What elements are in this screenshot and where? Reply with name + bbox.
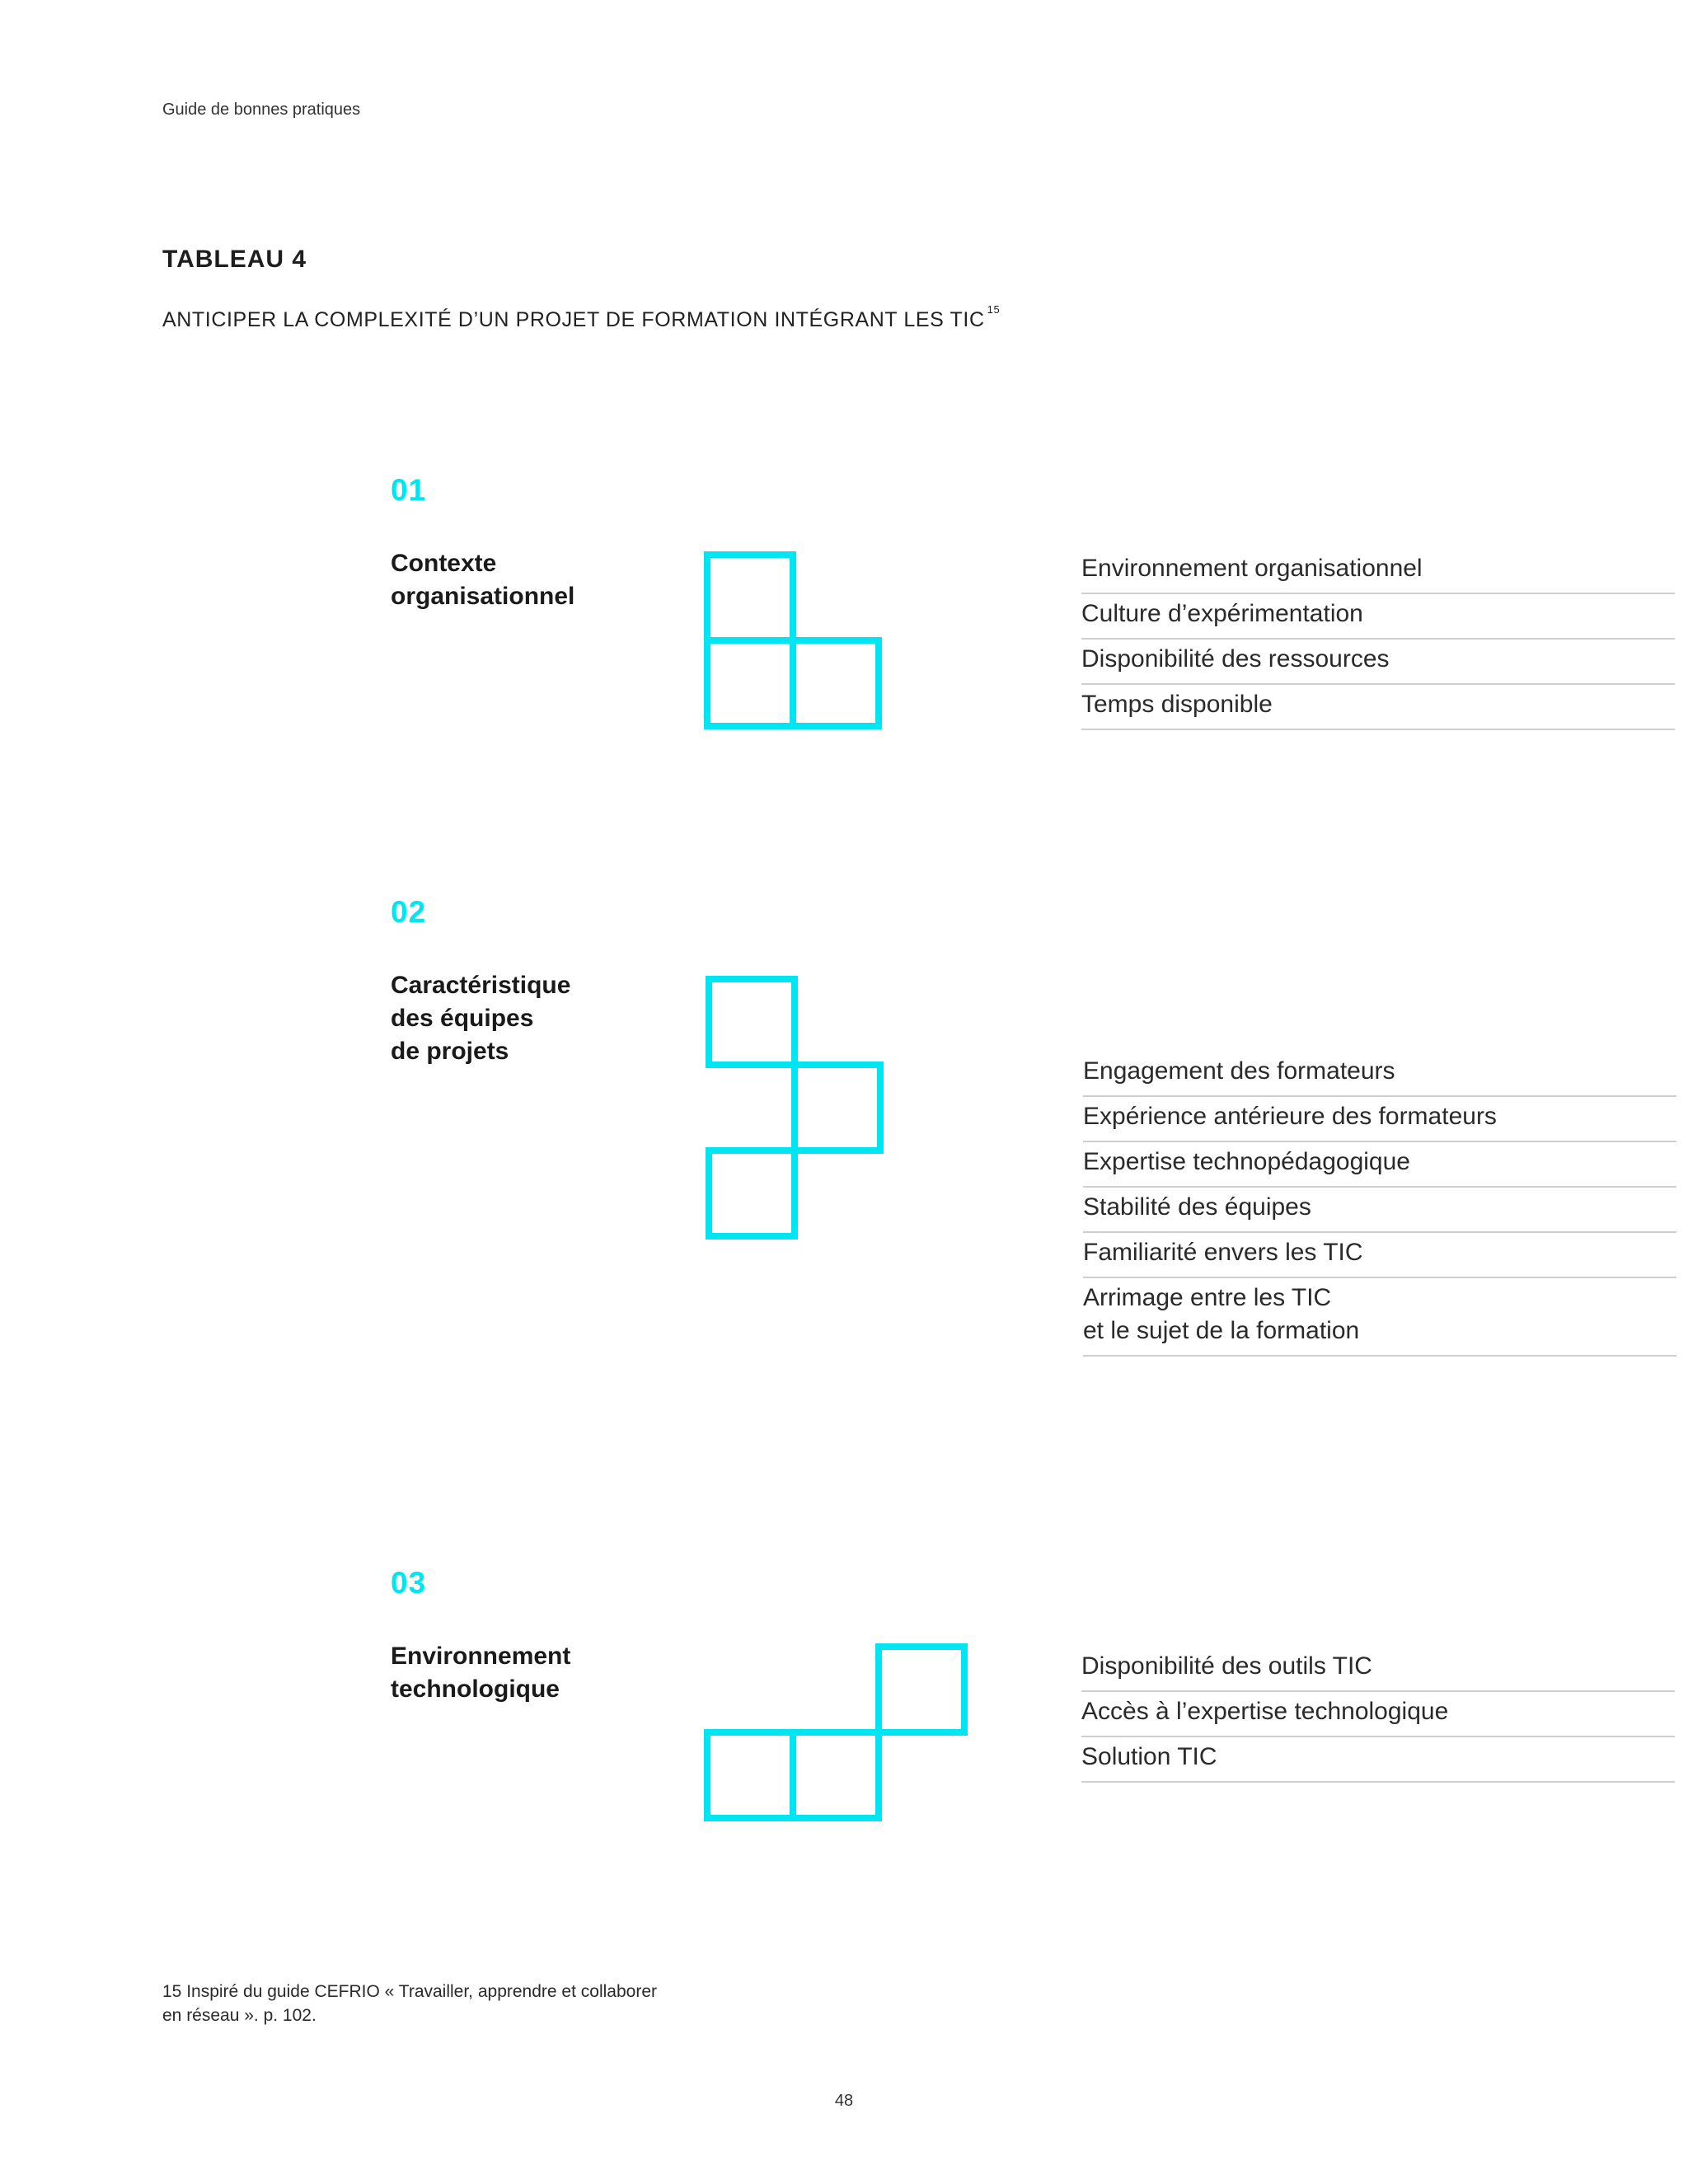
factor-list-03	[1081, 1647, 1675, 1783]
page-number: 48	[834, 2092, 854, 2110]
block-square	[795, 1065, 880, 1151]
section-number-01: 01	[391, 473, 427, 507]
factor-item	[1081, 685, 1675, 730]
factor-text: Disponibilité des outils TIC	[1081, 1652, 1372, 1680]
blocks-icon-03	[701, 1640, 973, 1830]
factor-text: Temps disponible	[1081, 691, 1273, 718]
section-title-line: Environnement	[391, 1643, 571, 1670]
factor-item	[1083, 1052, 1676, 1097]
block-square	[709, 1151, 795, 1236]
table-title	[162, 303, 1000, 332]
factor-item	[1081, 640, 1675, 685]
block-square	[707, 640, 793, 726]
section-title-line: Caractéristique	[391, 972, 571, 999]
block-square	[707, 1732, 793, 1818]
factor-text: Culture d’expérimentation	[1081, 600, 1363, 627]
section-title-03	[391, 1640, 570, 1706]
section-title-line: de projets	[391, 1038, 509, 1065]
factor-text: Solution TIC	[1081, 1743, 1217, 1770]
block-square	[709, 979, 795, 1065]
factor-item	[1083, 1097, 1676, 1142]
running-header: Guide de bonnes pratiques	[162, 101, 361, 119]
section-title-line: technologique	[391, 1675, 560, 1703]
section-title-02	[391, 969, 570, 1068]
factor-text: Expertise technopédagogique	[1083, 1148, 1410, 1175]
section-title-line: organisationnel	[391, 583, 575, 610]
blocks-icon-02	[702, 972, 892, 1244]
factor-item	[1083, 1142, 1676, 1188]
factor-list-02	[1083, 1052, 1676, 1357]
factor-text: Expérience antérieure des formateurs	[1083, 1103, 1497, 1130]
factor-list-01	[1081, 549, 1675, 730]
factor-item	[1083, 1233, 1676, 1278]
section-title-01	[391, 547, 574, 613]
block-square	[793, 1732, 879, 1818]
factor-item	[1081, 549, 1675, 594]
factor-item	[1081, 1647, 1675, 1692]
table-title-text: ANTICIPER LA COMPLEXITÉ D’UN PROJET DE FORMATION INTÉGRANT LES TIC	[162, 308, 985, 331]
factor-item	[1083, 1278, 1676, 1357]
footnote-line: 15 Inspiré du guide CEFRIO « Travailler, apprendre et collaborer	[162, 1982, 657, 2001]
block-square	[707, 555, 793, 640]
factor-text: Stabilité des équipes	[1083, 1193, 1311, 1221]
factor-text: Environnement organisationnel	[1081, 555, 1423, 582]
factor-text: Disponibilité des ressources	[1081, 645, 1390, 673]
section-number-02: 02	[391, 895, 427, 929]
section-title-line: des équipes	[391, 1005, 534, 1032]
factor-text: Familiarité envers les TIC	[1083, 1239, 1363, 1266]
section-number-03: 03	[391, 1566, 427, 1600]
factor-text: Engagement des formateurs	[1083, 1057, 1395, 1085]
factor-text: Arrimage entre les TIC	[1083, 1284, 1332, 1311]
factor-item	[1081, 1692, 1675, 1737]
factor-item	[1081, 594, 1675, 640]
block-square	[793, 640, 879, 726]
factor-item	[1081, 1737, 1675, 1783]
factor-text: et le sujet de la formation	[1083, 1317, 1360, 1344]
footnote-reference: 15	[987, 303, 1001, 316]
section-title-line: Contexte	[391, 550, 497, 577]
factor-text: Accès à l’expertise technologique	[1081, 1698, 1449, 1725]
factor-item	[1083, 1188, 1676, 1233]
table-label: TABLEAU 4	[162, 246, 307, 273]
block-square	[879, 1647, 964, 1732]
blocks-icon-01	[701, 548, 890, 738]
footnote	[162, 1980, 657, 2027]
footnote-line: en réseau ». p. 102.	[162, 2006, 316, 2025]
